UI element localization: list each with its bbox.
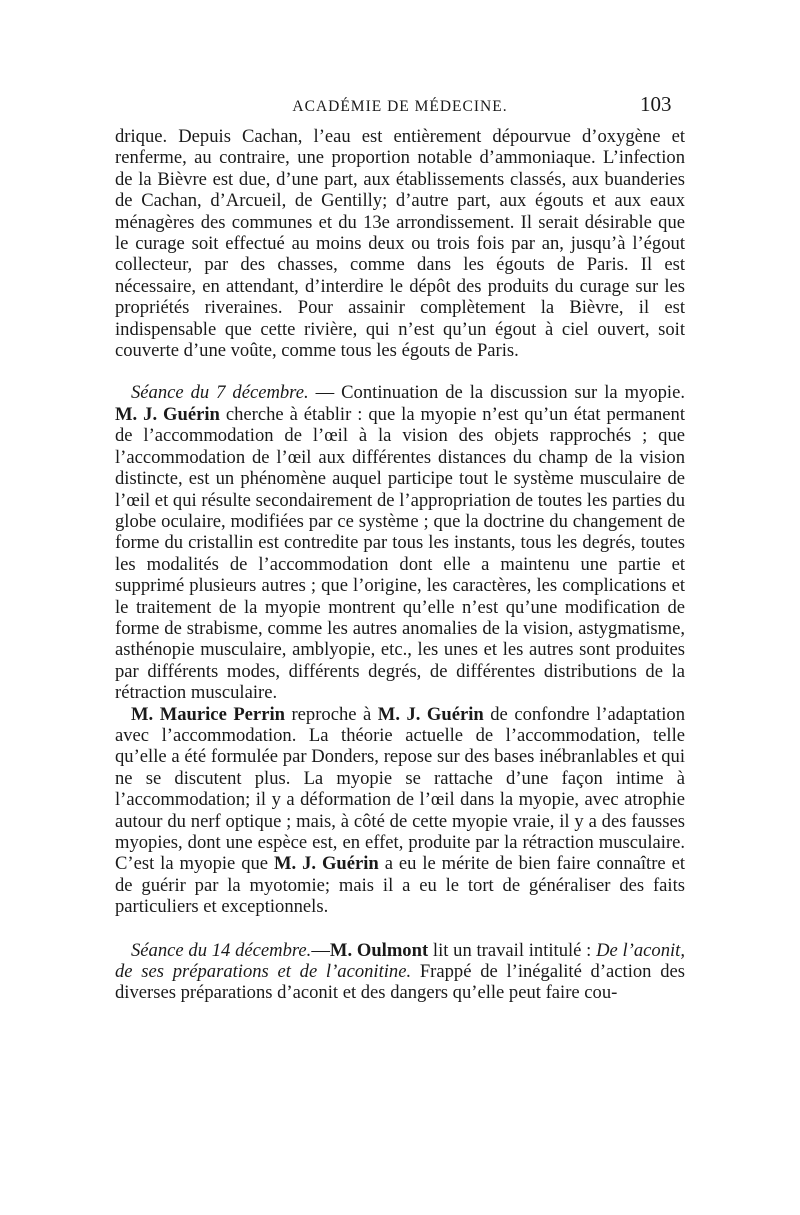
speaker-name: M. J. Guérin bbox=[115, 403, 220, 425]
paragraph-perrin: M. Maurice Perrin reproche à M. J. Guérin de confondre l’adaptation avec l’accommodation. La théorie actuelle de l’accommodation, telle qu’elle a été formulée par Donders, repose sur des bases inébranlables et qui ne se discutent plus. La myopie se rattache d’une façon intime à l’accommodation; il y a déformation de l’œil dans la myopie, avec atrophie autour du nerf optique ; mais, à côté de cette myopie vraie, il y a des fausses myopies, dont une espèce est, en effet, produite par la rétraction musculaire. C’est la myopie que M. J. Guérin a eu le mérite de bien faire connaître et de guérir par la myotomie; mais il a eu le tort de généraliser des faits particuliers et exceptionnels. bbox=[115, 703, 685, 918]
paragraph-seance-14-decembre: Séance du 14 décembre.—M. Oulmont lit un travail intitulé : De l’aconit, de ses préparations et de l’aconitine. Frappé de l’inégalité d’action des diverses préparations d’aconit et des dangers qu’elle peut faire cou- bbox=[115, 939, 685, 1004]
paragraph-bievre: drique. Depuis Cachan, l’eau est entièrement dépourvue d’oxygène et renferme, au contraire, une proportion notable d’ammoniaque. L’infection de la Bièvre est due, d’une part, aux établissements classés, aux buanderies de Cachan, d’Arcueil, de Gentilly; d’autre part, aux égouts et aux eaux ménagères des communes et du 13e arrondissement. Il serait désirable que le curage soit effectué au moins deux ou trois fois par an, jusqu’à l’égout collecteur, par des chasses, comme dans les égouts de Paris. Il est nécessaire, en attendant, d’interdire le dépôt des produits du curage sur les propriétés riveraines. Pour assainir complètement la Bièvre, il est indispensable que cette rivière, qui n’est qu’un égout à ciel ouvert, soit couverte d’une voûte, comme tous les égouts de Paris. bbox=[115, 126, 685, 362]
running-title: ACADÉMIE DE MÉDECINE. bbox=[292, 98, 508, 115]
seance-date: Séance du 7 décembre. bbox=[131, 382, 309, 404]
body-text bbox=[115, 126, 685, 1004]
person-name: M. J. Guérin bbox=[377, 703, 484, 725]
page-number: 103 bbox=[640, 92, 672, 116]
paragraph-seance-7-decembre: Séance du 7 décembre. — Continuation de la discussion sur la myopie. M. J. Guérin cherche à établir : que la myopie n’est qu’un état permanent de l’accommodation de l’œil à la vision des objets rapprochés ; que l’accommodation de l’œil aux différentes distances du champ de la vision distincte, est un phénomène auquel participe tout le système musculaire de l’œil et qui résulte secondairement de l’appropriation de toutes les parties du globe oculaire, modifiées par ce système ; que la doctrine du changement de forme du cristallin est contredite par tous les instants, tous les degrés, toutes les modalités de l’accommodation dont elle a maintenu une partie et supprimé plusieurs autres ; que l’origine, les caractères, les complications et le traitement de la myopie montrent qu’elle n’est qu’une modification de forme de strabisme, comme les autres anomalies de la vision, astygmatisme, asthénopie musculaire, amblyopie, etc., les unes et les autres sont produites par différents modes, différents degrés, de différentes distributions de la rétraction musculaire. bbox=[115, 382, 685, 704]
person-name: M. J. Guérin bbox=[273, 853, 379, 875]
speaker-name: M. Oulmont bbox=[329, 939, 429, 961]
speaker-name: M. Maurice Perrin bbox=[131, 703, 285, 725]
seance-date: Séance du 14 décembre. bbox=[131, 939, 312, 961]
work-title: De l’aconit, de ses préparations et de l’aconitine. bbox=[115, 939, 685, 983]
